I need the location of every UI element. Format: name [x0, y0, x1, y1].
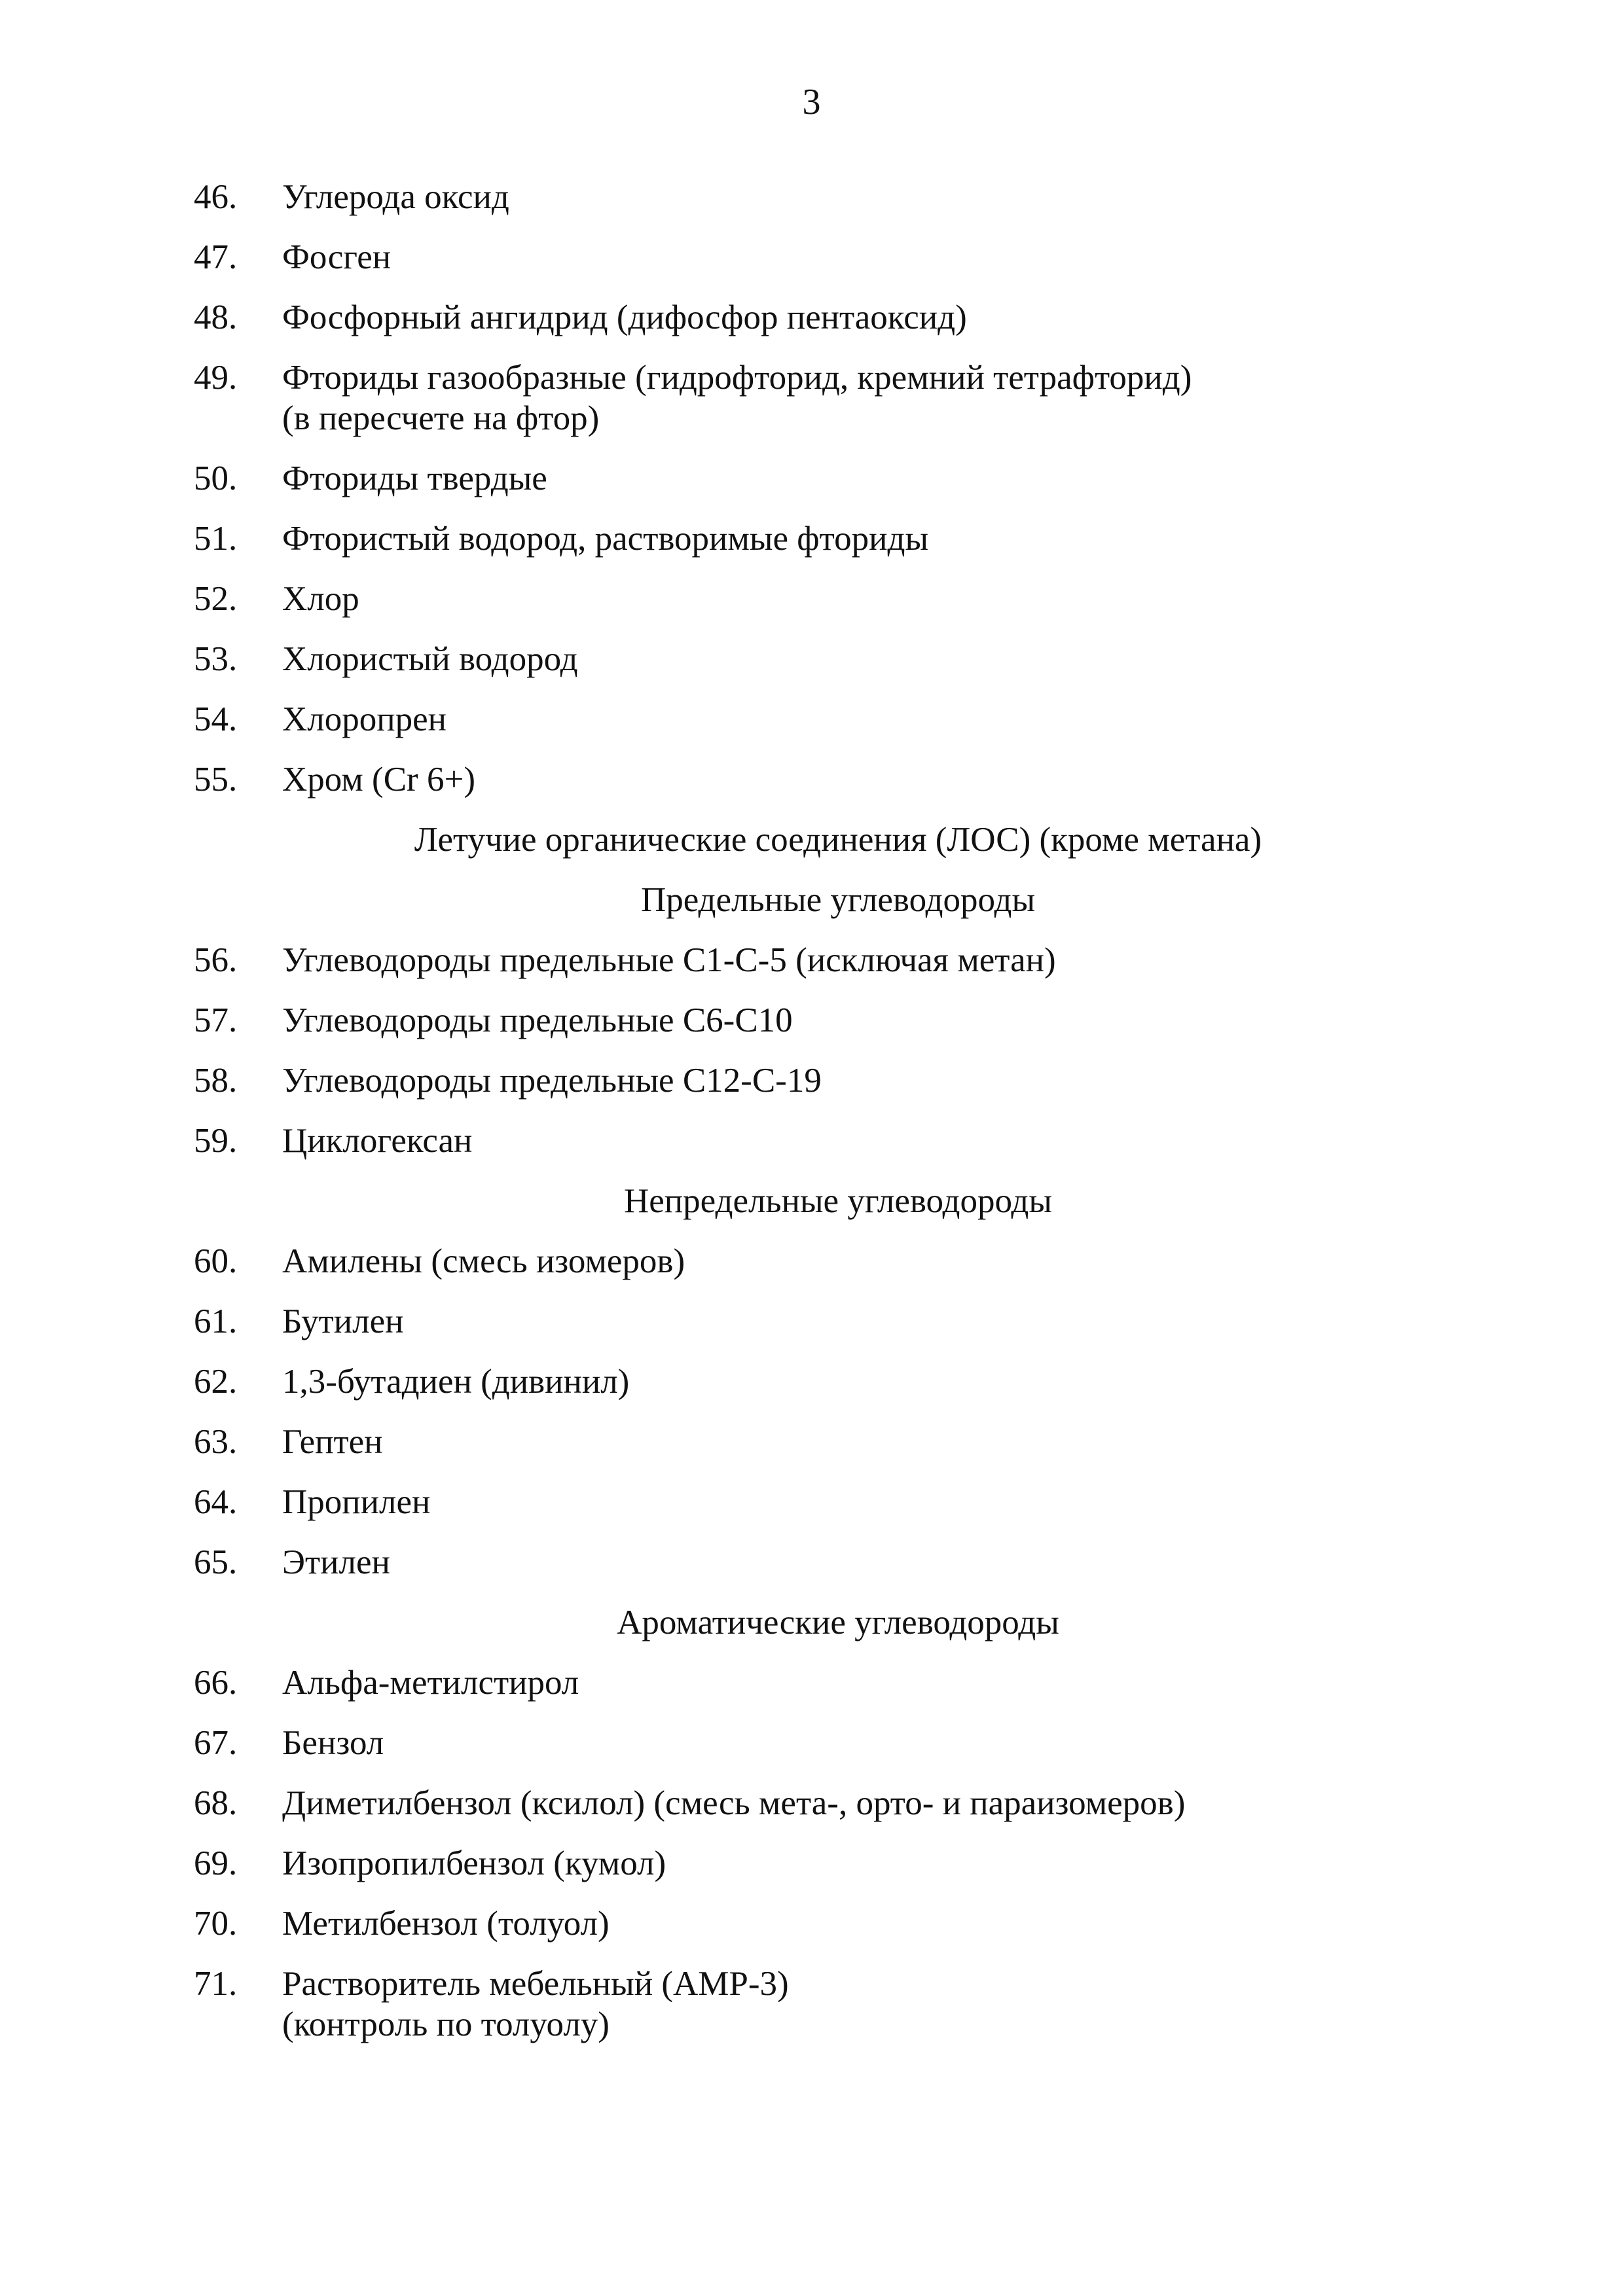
list-item	[0, 1241, 1623, 1282]
item-text: Гептен	[282, 1423, 383, 1461]
item-number: 64.	[194, 1483, 238, 1521]
list-item	[0, 177, 1623, 217]
list-item	[0, 1662, 1623, 1703]
item-number: 71.	[194, 1965, 238, 2003]
list-item	[0, 1422, 1623, 1462]
item-text: Углеводороды предельные С12-С-19	[282, 1062, 822, 1100]
item-text: Фосген	[282, 238, 392, 276]
list-item	[0, 1361, 1623, 1402]
item-text: Углеводороды предельные С6-С10	[282, 1001, 793, 1039]
list-item	[0, 1482, 1623, 1522]
item-text: Хлор	[282, 580, 359, 618]
item-text: Диметилбензол (ксилол) (смесь мета-, орто- и параизомеров)	[282, 1784, 1186, 1822]
item-number: 47.	[194, 238, 238, 276]
list-item	[0, 759, 1623, 800]
list-item	[0, 357, 1623, 439]
list-item	[0, 699, 1623, 740]
list-item	[0, 1903, 1623, 1944]
item-number: 53.	[194, 640, 238, 678]
item-number: 63.	[194, 1423, 238, 1461]
item-text: Хром (Cr 6+)	[282, 761, 475, 798]
item-number: 61.	[194, 1302, 238, 1340]
list-item	[0, 1121, 1623, 1161]
item-text: Бутилен	[282, 1302, 404, 1340]
item-text: Фтористый водород, растворимые фториды	[282, 520, 929, 558]
item-text: Фосфорный ангидрид (дифосфор пентаоксид)	[282, 298, 967, 336]
item-text: Пропилен	[282, 1483, 431, 1521]
item-number: 55.	[194, 761, 238, 798]
item-number: 59.	[194, 1122, 238, 1160]
list-item	[0, 1964, 1623, 2045]
page-number: 3	[802, 82, 821, 122]
item-number: 69.	[194, 1844, 238, 1882]
item-text: Этилен	[282, 1543, 390, 1581]
item-number: 66.	[194, 1664, 238, 1702]
item-text: Растворитель мебельный (АМР-3) (контроль по толуолу)	[282, 1965, 789, 2043]
list-item	[0, 237, 1623, 278]
section-heading: Предельные углеводороды	[640, 881, 1036, 919]
list-item	[0, 940, 1623, 980]
item-text: 1,3-бутадиен (дивинил)	[282, 1363, 630, 1401]
list-item	[0, 458, 1623, 499]
document-list	[0, 177, 1623, 2064]
list-item	[0, 1783, 1623, 1823]
item-number: 67.	[194, 1724, 238, 1762]
list-item	[0, 1301, 1623, 1342]
section-heading: Летучие органические соединения (ЛОС) (кроме метана)	[414, 821, 1262, 859]
list-item	[0, 518, 1623, 559]
item-text: Фториды твердые	[282, 459, 547, 497]
item-number: 62.	[194, 1363, 238, 1401]
list-item	[0, 579, 1623, 619]
item-number: 56.	[194, 941, 238, 979]
item-text: Хлоропрен	[282, 700, 447, 738]
item-text: Углерода оксид	[282, 178, 509, 216]
item-text: Метилбензол (толуол)	[282, 1905, 610, 1943]
item-number: 46.	[194, 178, 238, 216]
section-heading: Непредельные углеводороды	[623, 1182, 1052, 1220]
item-number: 60.	[194, 1242, 238, 1280]
item-number: 54.	[194, 700, 238, 738]
list-item	[0, 1843, 1623, 1884]
item-text: Углеводороды предельные С1-С-5 (исключая метан)	[282, 941, 1056, 979]
section-heading: Ароматические углеводороды	[617, 1604, 1059, 1641]
list-item	[0, 1060, 1623, 1101]
item-text: Хлористый водород	[282, 640, 578, 678]
item-text: Циклогексан	[282, 1122, 473, 1160]
list-item	[0, 1723, 1623, 1763]
item-number: 65.	[194, 1543, 238, 1581]
item-text: Изопропилбензол (кумол)	[282, 1844, 666, 1882]
item-text: Бензол	[282, 1724, 384, 1762]
item-number: 48.	[194, 298, 238, 336]
list-item	[0, 1542, 1623, 1583]
item-number: 57.	[194, 1001, 238, 1039]
item-number: 58.	[194, 1062, 238, 1100]
list-item	[0, 1000, 1623, 1041]
list-item	[0, 297, 1623, 338]
item-number: 52.	[194, 580, 238, 618]
item-text: Альфа-метилстирол	[282, 1664, 579, 1702]
list-item	[0, 639, 1623, 679]
item-number: 68.	[194, 1784, 238, 1822]
item-text: Амилены (смесь изомеров)	[282, 1242, 685, 1280]
item-text: Фториды газообразные (гидрофторид, кремний тетрафторид) (в пересчете на фтор)	[282, 359, 1192, 437]
item-number: 50.	[194, 459, 238, 497]
item-number: 70.	[194, 1905, 238, 1943]
item-number: 51.	[194, 520, 238, 558]
item-number: 49.	[194, 359, 238, 397]
